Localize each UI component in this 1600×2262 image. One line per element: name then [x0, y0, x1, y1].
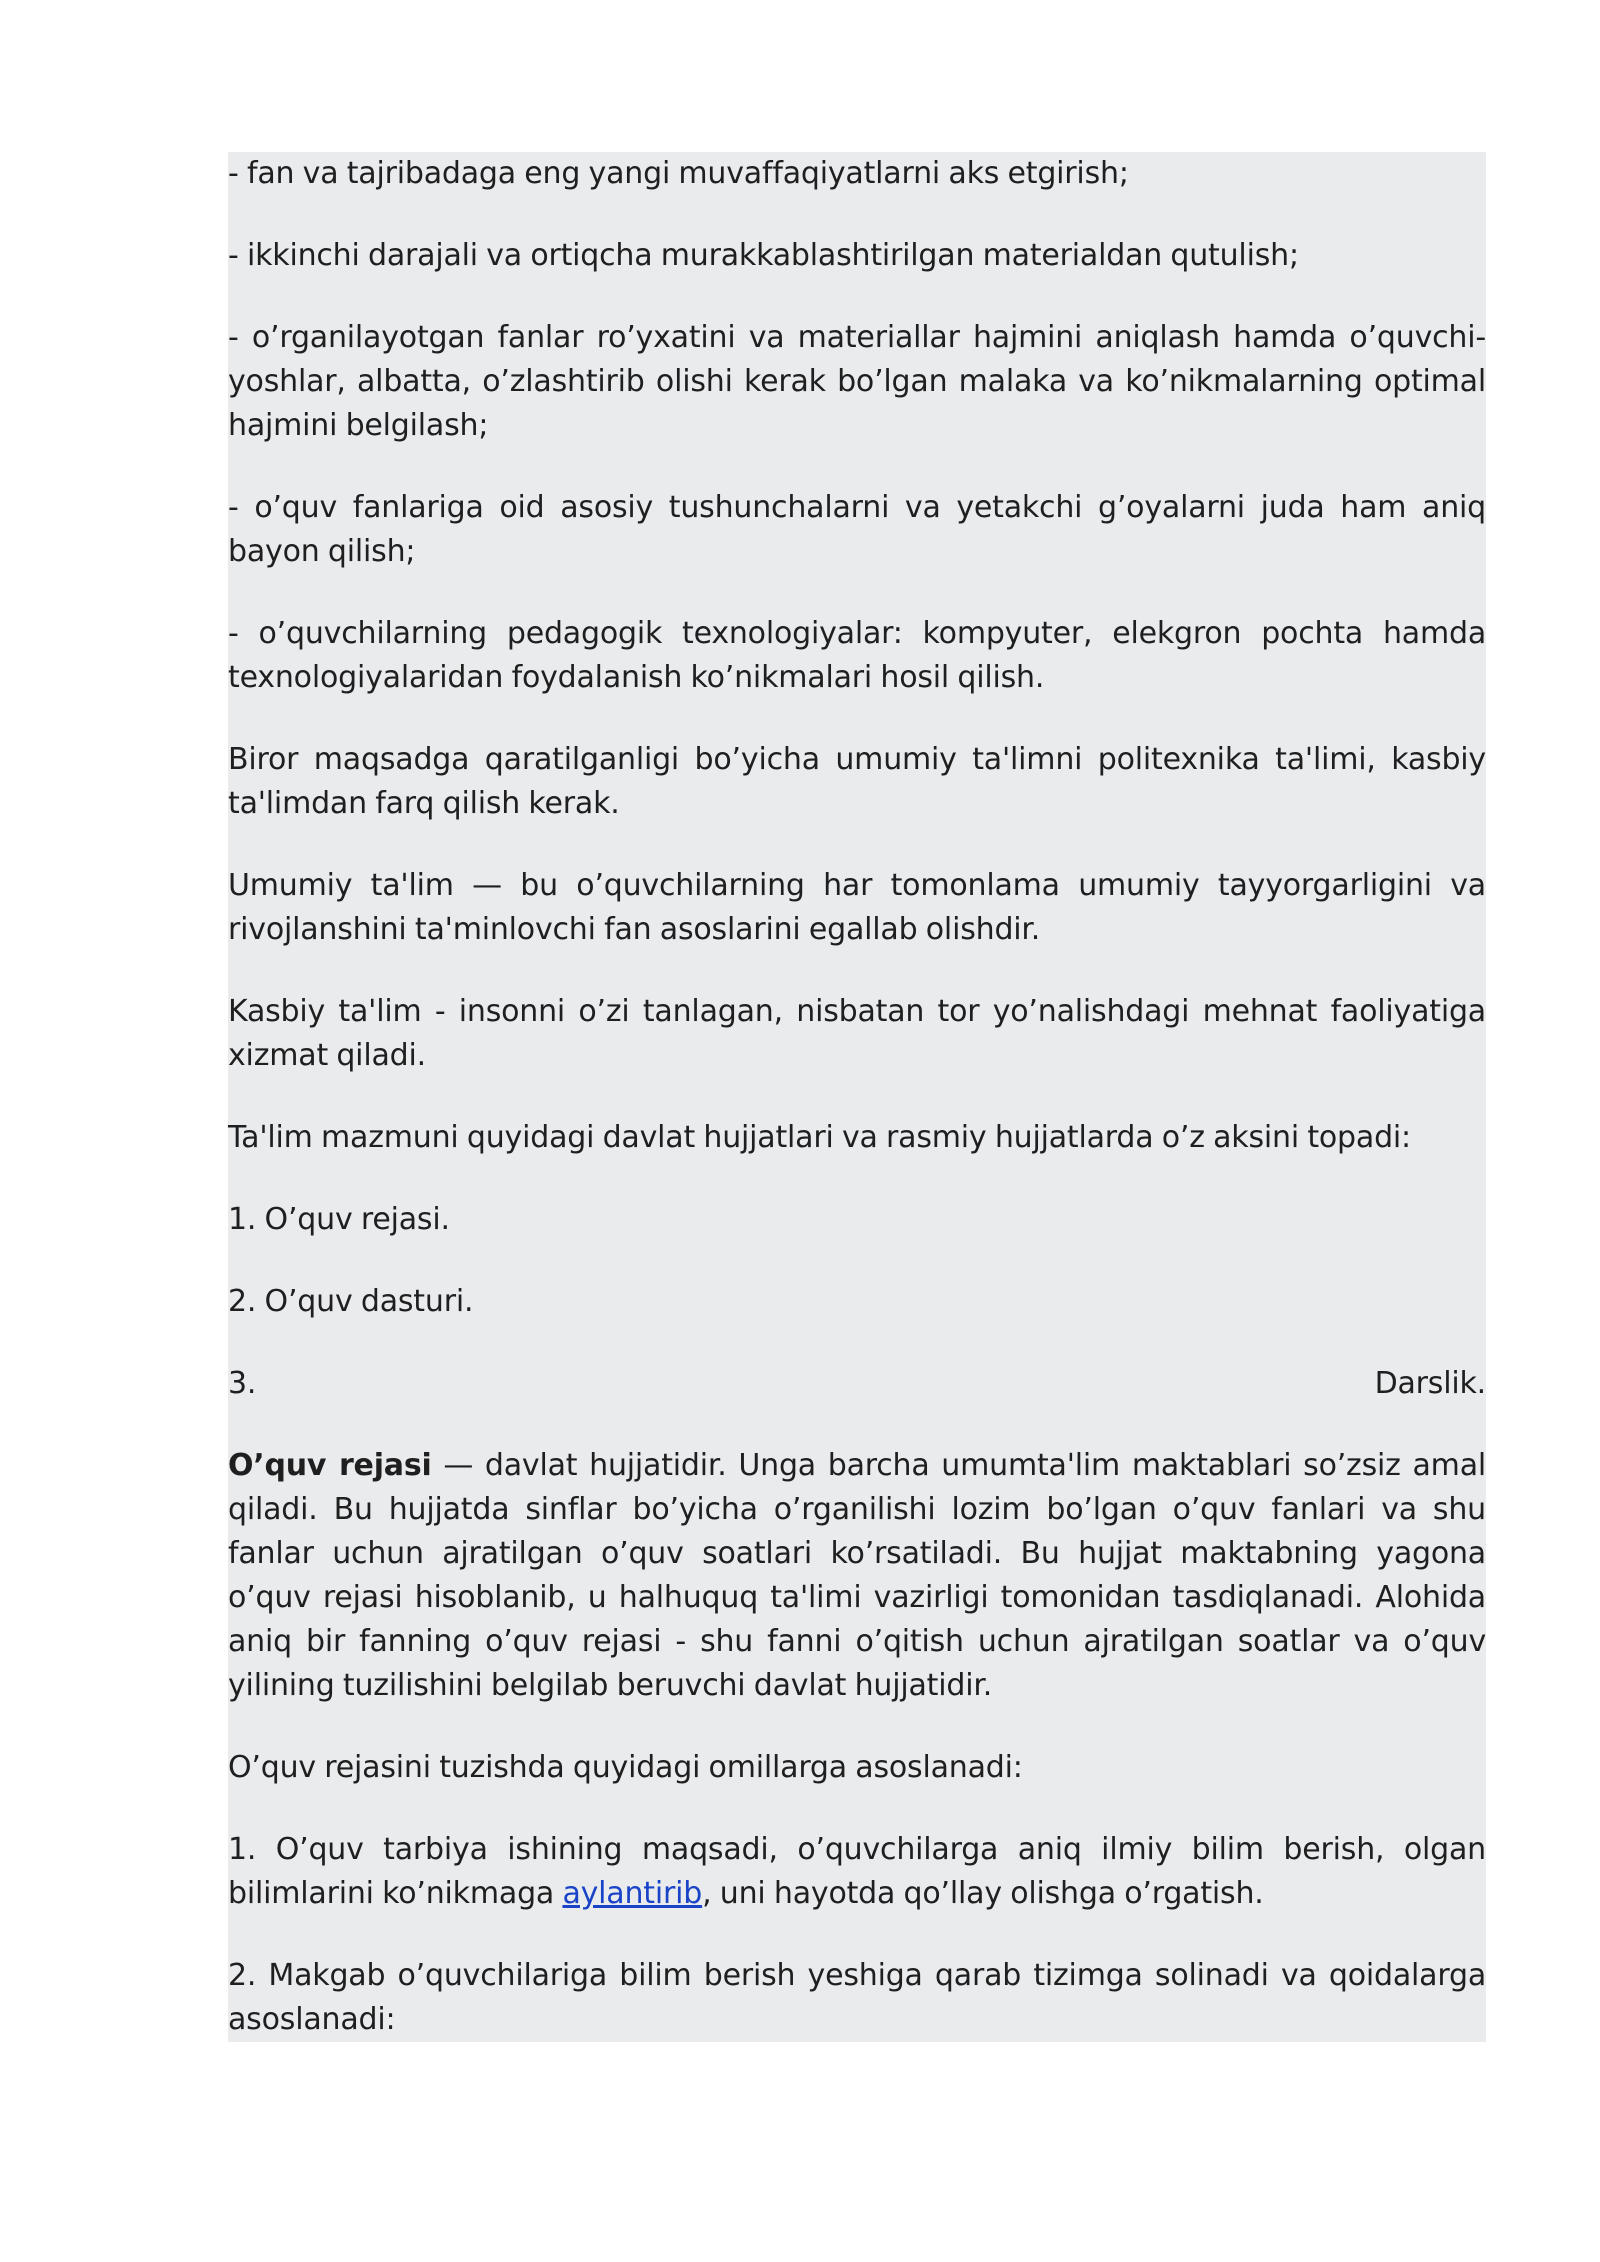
paragraph-11: O’quv rejasini tuzishda quyidagi omillarga asoslanadi:	[228, 1750, 1023, 1785]
paragraph-12	[228, 1828, 1486, 1916]
paragraph-10-text: — davlat hujjatidir. Unga barcha umumta'lim maktablari so’zsiz amal qiladi. Bu hujjatda sinflar bo’yicha o’rganilishi lozim bo’lgan o’quv fanlari va shu fanlar uchun ajratilgan o’quv soatlari ko’rsatiladi. Bu hujjat maktabning yagona o’quv rejasi hisoblanib, u halhuquq ta'limi vazirligi tomonidan tasdiqlanadi. Alohida aniq bir fanning o’quv rejasi - shu fanni o’qitish uchun ajratilgan soatlar va o’quv yilining tuzilishini belgilab beruvchi davlat hujjatidir.	[228, 1448, 1487, 1703]
paragraph-10	[228, 1444, 1486, 1708]
aylantirib-link[interactable]: aylantirib	[562, 1876, 703, 1911]
list-item-1: 1. O’quv rejasi.	[228, 1202, 450, 1237]
paragraph-6: Biror maqsadga qaratilganligi bo’yicha umumiy ta'limni politexnika ta'limi, kasbiy ta'limdan farq qilish kerak.	[228, 742, 1486, 821]
list-item-3-number: 3.	[228, 1366, 257, 1401]
paragraph-7: Umumiy ta'lim — bu o’quvchilarning har tomonlama umumiy tayyorgarligini va rivojlanshini ta'minlovchi fan asoslarini egallab olishdir.	[228, 868, 1486, 947]
paragraph-2: - ikkinchi darajali va ortiqcha murakkablashtirilgan materialdan qutulish;	[228, 238, 1299, 273]
paragraph-12-text-after: , uni hayotda qo’llay olishga o’rgatish.	[702, 1876, 1264, 1911]
paragraph-13: 2. Makgab o’quvchilariga bilim berish yeshiga qarab tizimga solinadi va qoidalarga asoslanadi:	[228, 1958, 1486, 2037]
paragraph-8: Kasbiy ta'lim - insonni o’zi tanlagan, nisbatan tor yo’nalishdagi mehnat faoliyatiga xizmat qiladi.	[228, 994, 1486, 1073]
paragraph-1: - fan va tajribadaga eng yangi muvaffaqiyatlarni aks etgirish;	[228, 156, 1129, 191]
list-item-2: 2. O’quv dasturi.	[228, 1284, 474, 1319]
list-item-3-text: Darslik.	[1374, 1366, 1486, 1401]
paragraph-9: Ta'lim mazmuni quyidagi davlat hujjatlari va rasmiy hujjatlarda o’z aksini topadi:	[228, 1120, 1411, 1155]
paragraph-3: - o’rganilayotgan fanlar ro’yxatini va materiallar hajmini aniqlash hamda o’quvchi-yoshlar, albatta, o’zlashtirib olishi kerak bo’lgan malaka va ko’nikmalarning optimal hajmini belgilash;	[228, 320, 1486, 443]
term-oquv-rejasi: O’quv rejasi	[228, 1448, 432, 1483]
paragraph-5: - o’quvchilarning pedagogik texnologiyalar: kompyuter, elekgron pochta hamda texnologiyalaridan foydalanish ko’nikmalari hosil qilish.	[228, 616, 1486, 695]
paragraph-12-text-before: 1. O’quv tarbiya ishining maqsadi, o’quvchilarga aniq ilmiy bilim berish, olgan bilimlarini ko’nikmaga	[228, 1832, 1486, 1911]
paragraph-4: - o’quv fanlariga oid asosiy tushunchalarni va yetakchi g’oyalarni juda ham aniq bayon qilish;	[228, 490, 1486, 569]
document-body	[228, 152, 1486, 2042]
list-item-3	[228, 1362, 1486, 1406]
